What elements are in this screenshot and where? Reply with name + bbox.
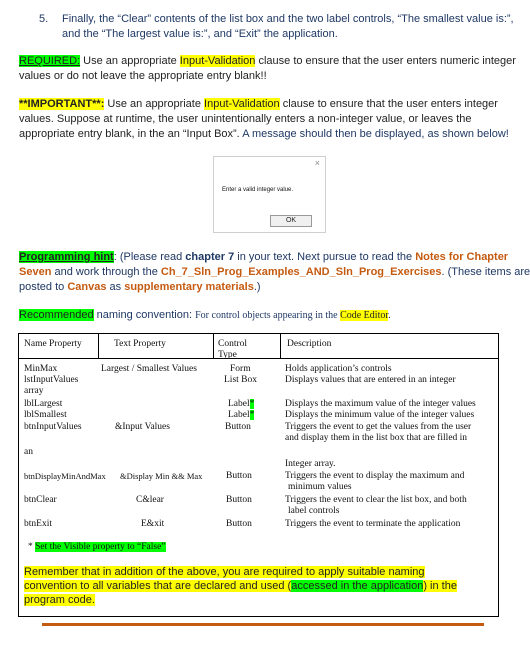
- code-editor-highlight: Code Editor: [340, 310, 389, 321]
- row-text: E&xit: [141, 519, 165, 529]
- row-desc: Triggers the event to get the values from the user: [285, 422, 472, 432]
- remember-text-1: Remember that in addition of the above, you are required to apply suitable naming: [24, 566, 425, 578]
- row-name: btnDisplayMinAndMax: [24, 471, 106, 481]
- naming-text: naming convention:: [93, 309, 196, 321]
- row-name: lblLargest: [24, 399, 63, 409]
- important-text-2: clause to ensure that the user enters integer: [279, 98, 498, 110]
- input-validation-highlight-2: Input-Validation: [204, 98, 280, 110]
- dialog-message: Enter a valid integer value.: [222, 187, 294, 193]
- required-text: Use an appropriate: [80, 55, 180, 67]
- header-description: Description: [287, 339, 332, 349]
- remember-line-3: [24, 593, 95, 607]
- hint-supplementary: supplementary materials: [124, 281, 254, 293]
- important-label: **IMPORTANT**:: [19, 98, 105, 110]
- row-name: an: [24, 447, 33, 457]
- header-name-property: Name Property: [24, 339, 82, 349]
- required-text-2: clause to ensure that the user enters numeric integer: [255, 55, 516, 67]
- row-text: C&lear: [136, 495, 164, 505]
- table-col-divider-3: [280, 334, 281, 358]
- naming-text-2: For control objects appearing in the: [195, 310, 341, 321]
- row-name: btnClear: [24, 495, 57, 505]
- label-mark: *: [249, 410, 255, 420]
- row-desc: and display them in the list box that are filled in: [285, 433, 468, 443]
- hint-text-5: posted to: [19, 281, 68, 293]
- programming-hint-label: Programming hint: [19, 251, 114, 263]
- hint-notes-title: Notes for Chapter: [415, 251, 509, 263]
- row-type: Form: [230, 364, 251, 374]
- close-icon[interactable]: ×: [314, 158, 320, 168]
- row-type: [228, 410, 254, 421]
- row-desc: Holds application’s controls: [285, 364, 392, 374]
- step-5-line-2: and the “The largest value is:”, and “Exit” the application.: [62, 28, 338, 40]
- hint-text-3: and work through the: [51, 266, 161, 278]
- hint-text: : (Please read: [113, 251, 186, 263]
- header-type: Type: [218, 350, 237, 360]
- header-control: Control: [218, 339, 248, 349]
- hint-text-2: in your text. Next pursue to read the: [234, 251, 416, 263]
- table-col-divider-2: [213, 334, 214, 358]
- row-desc: Displays the maximum value of the integer values: [285, 399, 476, 409]
- remember-accessed: accessed in the application: [291, 580, 424, 592]
- row-type: List Box: [224, 375, 257, 385]
- label-type: Label: [228, 410, 250, 420]
- hint-chapter: chapter 7: [185, 251, 235, 263]
- row-desc: Triggers the event to terminate the application: [285, 519, 461, 529]
- header-text-property: Text Property: [114, 339, 166, 349]
- hint-line-3: [19, 280, 261, 294]
- ok-button[interactable]: OK: [270, 215, 312, 227]
- row-desc: minimum values: [288, 482, 352, 492]
- row-desc: Triggers the event to clear the list box, and both: [285, 495, 467, 505]
- input-validation-dialog: [213, 156, 326, 233]
- row-type: Button: [226, 471, 252, 481]
- row-name: lblSmallest: [24, 410, 67, 420]
- input-validation-highlight: Input-Validation: [179, 55, 256, 67]
- important-text-3: appropriate entry blank, in the an “Input Box”.: [19, 128, 243, 140]
- important-paragraph-line-3: [19, 127, 509, 141]
- important-paragraph-line-2: values. Suppose at runtime, the user unintentionally enters a non-integer value, or leaves the: [19, 113, 472, 125]
- remember-text-4: program code.: [24, 594, 95, 606]
- remember-text-3: ) in the: [423, 580, 457, 592]
- important-message-note: A message should then be displayed, as shown below!: [242, 128, 509, 140]
- row-type: Button: [226, 519, 252, 529]
- remember-text-2: convention to all variables that are declared and used (: [24, 580, 292, 592]
- important-text: Use an appropriate: [104, 98, 205, 110]
- hint-file-name: Ch_7_Sln_Prog_Examples_AND_Sln_Prog_Exercises: [160, 266, 442, 278]
- row-name: btnInputValues: [24, 422, 82, 432]
- naming-text-3: .: [388, 310, 391, 321]
- row-text: &Display Min && Max: [120, 471, 203, 481]
- row-text: &Input Values: [115, 422, 170, 432]
- hint-canvas: Canvas: [67, 281, 107, 293]
- row-type: Button: [225, 422, 251, 432]
- hint-text-4: . (These items are: [441, 266, 530, 278]
- recommended-label: Recommended: [19, 309, 94, 321]
- label-type: Label: [228, 399, 250, 409]
- visible-property-note: [28, 542, 166, 553]
- note-star: *: [28, 542, 33, 552]
- remember-line-1: [24, 565, 425, 579]
- required-paragraph-line-1: [19, 54, 516, 68]
- bottom-rule: [42, 623, 484, 626]
- row-name: array: [24, 386, 44, 396]
- row-type: [228, 399, 254, 410]
- row-desc: Integer array.: [285, 459, 336, 469]
- hint-notes-title-2: Seven: [19, 266, 52, 278]
- hint-text-7: .): [253, 281, 261, 293]
- row-text: Largest / Smallest Values: [101, 364, 197, 374]
- hint-line-1: [19, 250, 508, 264]
- step-5-number: 5.: [39, 13, 49, 25]
- hint-text-6: as: [106, 281, 125, 293]
- row-desc: Displays the minimum value of the integer values: [285, 410, 475, 420]
- hint-line-2: [19, 265, 530, 279]
- required-label: REQUIRED:: [19, 55, 81, 67]
- row-name: MinMax: [24, 364, 58, 374]
- table-col-divider-1: [98, 334, 99, 358]
- row-name: lstInputValues: [24, 375, 79, 385]
- naming-line: [19, 308, 391, 323]
- row-name: btnExit: [24, 519, 52, 529]
- label-mark: *: [249, 399, 255, 409]
- row-desc: label controls: [288, 506, 340, 516]
- row-desc: Triggers the event to display the maximum and: [285, 471, 465, 481]
- row-type: Button: [226, 495, 252, 505]
- step-5-line-1: Finally, the “Clear” contents of the list box and the two label controls, “The smallest value is:”,: [62, 13, 514, 25]
- remember-line-2: [24, 579, 457, 593]
- note-text: Set the Visible property to “False”: [35, 542, 166, 552]
- table-header-divider: [18, 358, 499, 359]
- important-paragraph-line-1: [19, 97, 498, 111]
- row-desc: Displays values that are entered in an integer: [285, 375, 456, 385]
- required-paragraph-line-2: values or do not leave the appropriate entry blank!!: [19, 70, 267, 82]
